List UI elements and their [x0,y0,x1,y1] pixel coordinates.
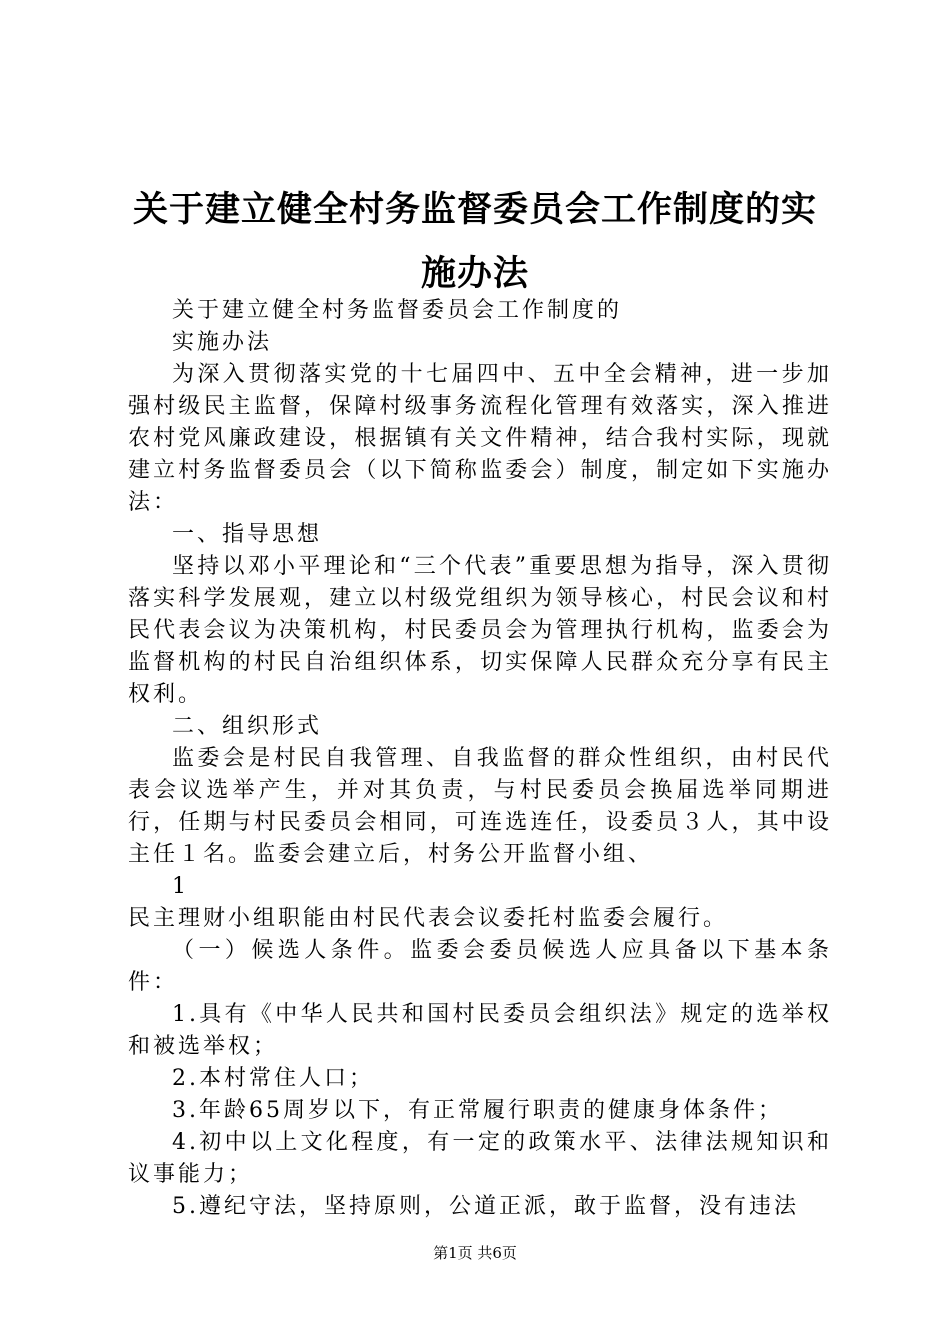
section-heading-guiding-thought: 一、指导思想 [172,522,323,547]
paragraph-subtitle-line-2: 实施办法 [172,330,273,355]
list-item-condition-2: 2.本村常住人口； [172,1066,374,1091]
paragraph-subtitle-line-1: 关于建立健全村务监督委员会工作制度的 [172,298,623,323]
list-item-condition-1: 1.具有《中华人民共和国村民委员会组织法》规定的选举权和被选举权； [128,1002,832,1059]
paragraph-finance-group: 民主理财小组职能由村民代表会议委托村监委会履行。 [128,906,729,931]
paragraph-intro: 为深入贯彻落实党的十七届四中、五中全会精神，进一步加强村级民主监督，保障村级事务流程化管理有效落实，深入推进农村党风廉政建设，根据镇有关文件精神，结合我村实际，现就建立村务监督委员会（以下简称监委会）制度，制定如下实施办法： [128,362,832,515]
page-footer: 第1页 共6页 [433,1244,517,1262]
inline-page-number: 1 [172,874,189,899]
list-item-condition-5: 5.遵纪守法，坚持原则，公道正派，敢于监督，没有违法 [172,1194,799,1219]
paragraph-organization-form: 监委会是村民自我管理、自我监督的群众性组织，由村民代表会议选举产生，并对其负责，与村民委员会换届选举同期进行，任期与村民委员会相同，可连选连任，设委员３人，其中设主任１名。监委会建立后，村务公开监督小组、 [128,746,832,867]
list-item-condition-4: 4.初中以上文化程度，有一定的政策水平、法律法规知识和议事能力； [128,1130,832,1187]
document-title: 关于建立健全村务监督委员会工作制度的实施办法 [132,190,817,294]
section-heading-organization-form: 二、组织形式 [172,714,323,739]
document-body [128,295,832,1223]
paragraph-guiding-thought: 坚持以邓小平理论和“三个代表”重要思想为指导，深入贯彻落实科学发展观，建立以村级党组织为领导核心，村民会议和村民代表会议为决策机构，村民委员会为管理执行机构，监委会为监督机构的村民自治组织体系，切实保障人民群众充分享有民主权利。 [128,554,832,707]
list-item-condition-3: 3.年龄65周岁以下，有正常履行职责的健康身体条件； [172,1098,783,1123]
paragraph-candidate-conditions: （一）候选人条件。监委会委员候选人应具备以下基本条件： [128,938,832,995]
